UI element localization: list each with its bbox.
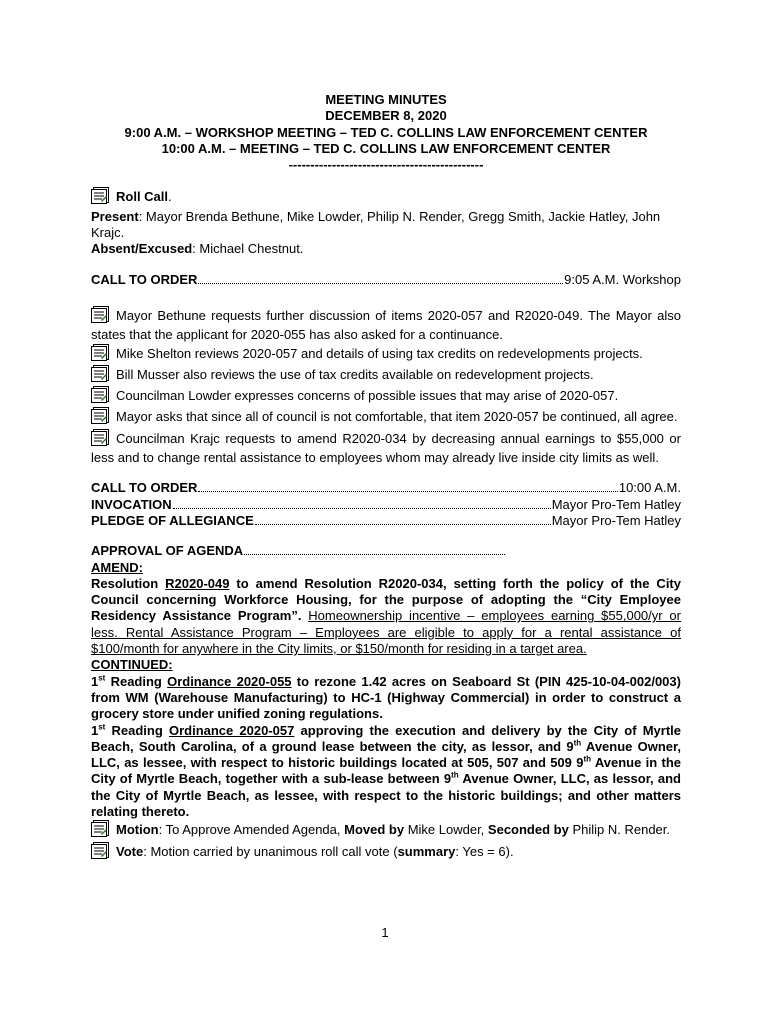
note-icon[interactable]	[91, 306, 110, 327]
vote-label: Vote	[116, 843, 144, 859]
call-to-order-time: 10:00 A.M.	[618, 480, 681, 496]
ordinal-suffix: st	[98, 722, 106, 732]
resolution-prefix: Resolution	[91, 575, 166, 591]
invocation-label: INVOCATION	[91, 496, 172, 512]
moved-text: Mike Lowder,	[404, 822, 488, 838]
vote-text: : Motion carried by unanimous roll call vote (	[143, 843, 398, 859]
vote-text: : Yes = 6).	[455, 843, 514, 859]
ordinal-suffix: th	[573, 738, 582, 748]
ordinal: 1	[91, 673, 99, 689]
note-icon[interactable]	[91, 344, 110, 365]
amend-label: AMEND:	[91, 559, 143, 575]
workshop-item	[91, 429, 681, 467]
ordinance-055-item	[91, 674, 681, 723]
motion-label: Motion	[116, 822, 159, 838]
approval-of-agenda	[91, 543, 506, 559]
present-text: : Mayor Brenda Bethune, Mike Lowder, Philip N. Render, Gregg Smith, Jackie Hatley, John Krajc.	[91, 208, 661, 241]
roll-call-title: Roll Call	[116, 189, 169, 205]
call-to-order-workshop	[91, 272, 681, 288]
header-date: DECEMBER 8, 2020	[325, 108, 447, 124]
note-icon[interactable]	[91, 820, 110, 841]
leader-dots	[198, 491, 617, 492]
reading-label: Reading	[105, 673, 168, 689]
ordinance-057-item	[91, 723, 681, 821]
moved-label: Moved by	[344, 822, 405, 838]
resolution-text: to amend Resolution R2020-034, setting forth the policy of the City Council concerning Workforce Housing, for the purpose of adopting the “City Employee Residency Assistance Program”.	[91, 575, 681, 624]
workshop-item-text: Bill Musser also reviews the use of tax credits available on redevelopment projects.	[116, 366, 594, 382]
header-meeting-line: 10:00 A.M. – MEETING – TED C. COLLINS LAW ENFORCEMENT CENTER	[161, 140, 611, 156]
ordinal-suffix: th	[451, 771, 459, 781]
workshop-item	[91, 344, 681, 365]
page-number: 1	[381, 925, 389, 940]
resolution-number[interactable]: R2020-049	[165, 575, 230, 591]
absent-text: : Michael Chestnut.	[192, 241, 304, 257]
workshop-item-text: Mike Shelton reviews 2020-057 and details of using tax credits on redevelopments projects.	[116, 345, 643, 361]
motion-line	[91, 820, 681, 841]
workshop-item	[91, 386, 681, 407]
resolution-item	[91, 576, 681, 657]
ordinal: 1	[91, 722, 99, 738]
ordinance-number[interactable]: Ordinance 2020-055	[167, 673, 292, 689]
ordinance-text: Avenue Owner, LLC, as lessee, with respect to historic buildings located at 505, 507 and 509 9	[91, 738, 681, 771]
call-to-order-meeting	[91, 480, 681, 496]
invocation-line	[91, 497, 681, 513]
present-line	[91, 209, 681, 242]
leader-dots	[173, 508, 551, 509]
leader-dots	[244, 554, 505, 555]
seconded-text: Philip N. Render.	[568, 822, 671, 838]
workshop-item-text: Mayor asks that since all of council is not comfortable, that item 2020-057 be continued, all agree.	[116, 409, 678, 425]
vote-line	[91, 842, 681, 863]
note-icon[interactable]	[91, 386, 110, 407]
workshop-item	[91, 306, 681, 344]
ordinance-number[interactable]: Ordinance 2020-057	[168, 722, 295, 738]
ordinal-suffix: th	[583, 754, 591, 764]
seconded-label: Seconded by	[487, 822, 569, 838]
call-to-order-label: CALL TO ORDER	[91, 480, 198, 496]
present-label: Present	[91, 208, 139, 224]
pledge-value: Mayor Pro-Tem Hatley	[551, 512, 681, 528]
ordinal-suffix: st	[98, 673, 106, 683]
pledge-label: PLEDGE OF ALLEGIANCE	[91, 512, 254, 528]
note-icon[interactable]	[91, 407, 110, 428]
absent-line	[91, 241, 681, 257]
resolution-amendment: Homeownership incentive – employees earning $55,000/yr or less. Rental Assistance Program – Employees are eligible to apply for a rental assistance of $100/month for anywhere in the City limits, or $150/month for residing in a target area.	[91, 608, 681, 657]
ordinance-text: approving the execution and delivery by the City of Myrtle Beach, South Carolina, of a ground lease between the city, as lessor, and 9	[91, 722, 682, 754]
call-to-order-time: 9:05 A.M. Workshop	[564, 271, 681, 287]
roll-call: Roll Call.	[91, 187, 681, 208]
absent-label: Absent/Excused	[91, 241, 193, 257]
workshop-item-text: Councilman Lowder expresses concerns of possible issues that may arise of 2020-057.	[116, 388, 619, 404]
header-title: MEETING MINUTES	[325, 92, 447, 107]
invocation-value: Mayor Pro-Tem Hatley	[551, 496, 681, 512]
summary-label: summary	[397, 843, 456, 859]
call-to-order-label: CALL TO ORDER	[91, 271, 198, 287]
workshop-item-text: Mayor Bethune requests further discussion of items 2020-057 and R2020-049. The Mayor also states that the applicant for 2020-055 has also asked for a continuance.	[91, 307, 681, 343]
leader-dots	[255, 524, 551, 525]
minutes-page	[91, 92, 681, 863]
ordinance-text: to rezone 1.42 acres on Seaboard St (PIN 425-10-04-002/003) from WM (Warehouse Manufacturing) to HC-1 (Highway Commercial) in order to construct a grocery store under unified zoning regulations.	[91, 673, 681, 722]
note-icon[interactable]	[91, 429, 110, 450]
ordinance-text: Avenue Owner, LLC, as lessor, and the City of Myrtle Beach, as lessee, with respect to the historic buildings; and other matters relating thereto.	[91, 771, 681, 819]
header-rule: ---------------------------------------------	[288, 157, 484, 173]
note-icon[interactable]	[91, 842, 110, 863]
note-icon[interactable]	[91, 187, 110, 208]
workshop-item	[91, 407, 681, 428]
ordinance-text: Avenue in the City of Myrtle Beach, together with a sub-lease between 9	[91, 755, 681, 787]
leader-dots	[198, 283, 563, 284]
agenda-label: APPROVAL OF AGENDA	[91, 543, 244, 559]
workshop-item-text: Councilman Krajc requests to amend R2020-034 by decreasing annual earnings to $55,000 or less and to change rental assistance to employees whom may already live inside city limits as well.	[91, 430, 681, 466]
reading-label: Reading	[105, 722, 169, 738]
workshop-items	[91, 306, 681, 466]
pledge-line	[91, 513, 681, 529]
workshop-item	[91, 365, 681, 386]
continued-label: CONTINUED:	[91, 657, 173, 673]
note-icon[interactable]	[91, 365, 110, 386]
header-workshop-line: 9:00 A.M. – WORKSHOP MEETING – TED C. COLLINS LAW ENFORCEMENT CENTER	[124, 124, 648, 140]
motion-text: : To Approve Amended Agenda,	[158, 822, 345, 838]
